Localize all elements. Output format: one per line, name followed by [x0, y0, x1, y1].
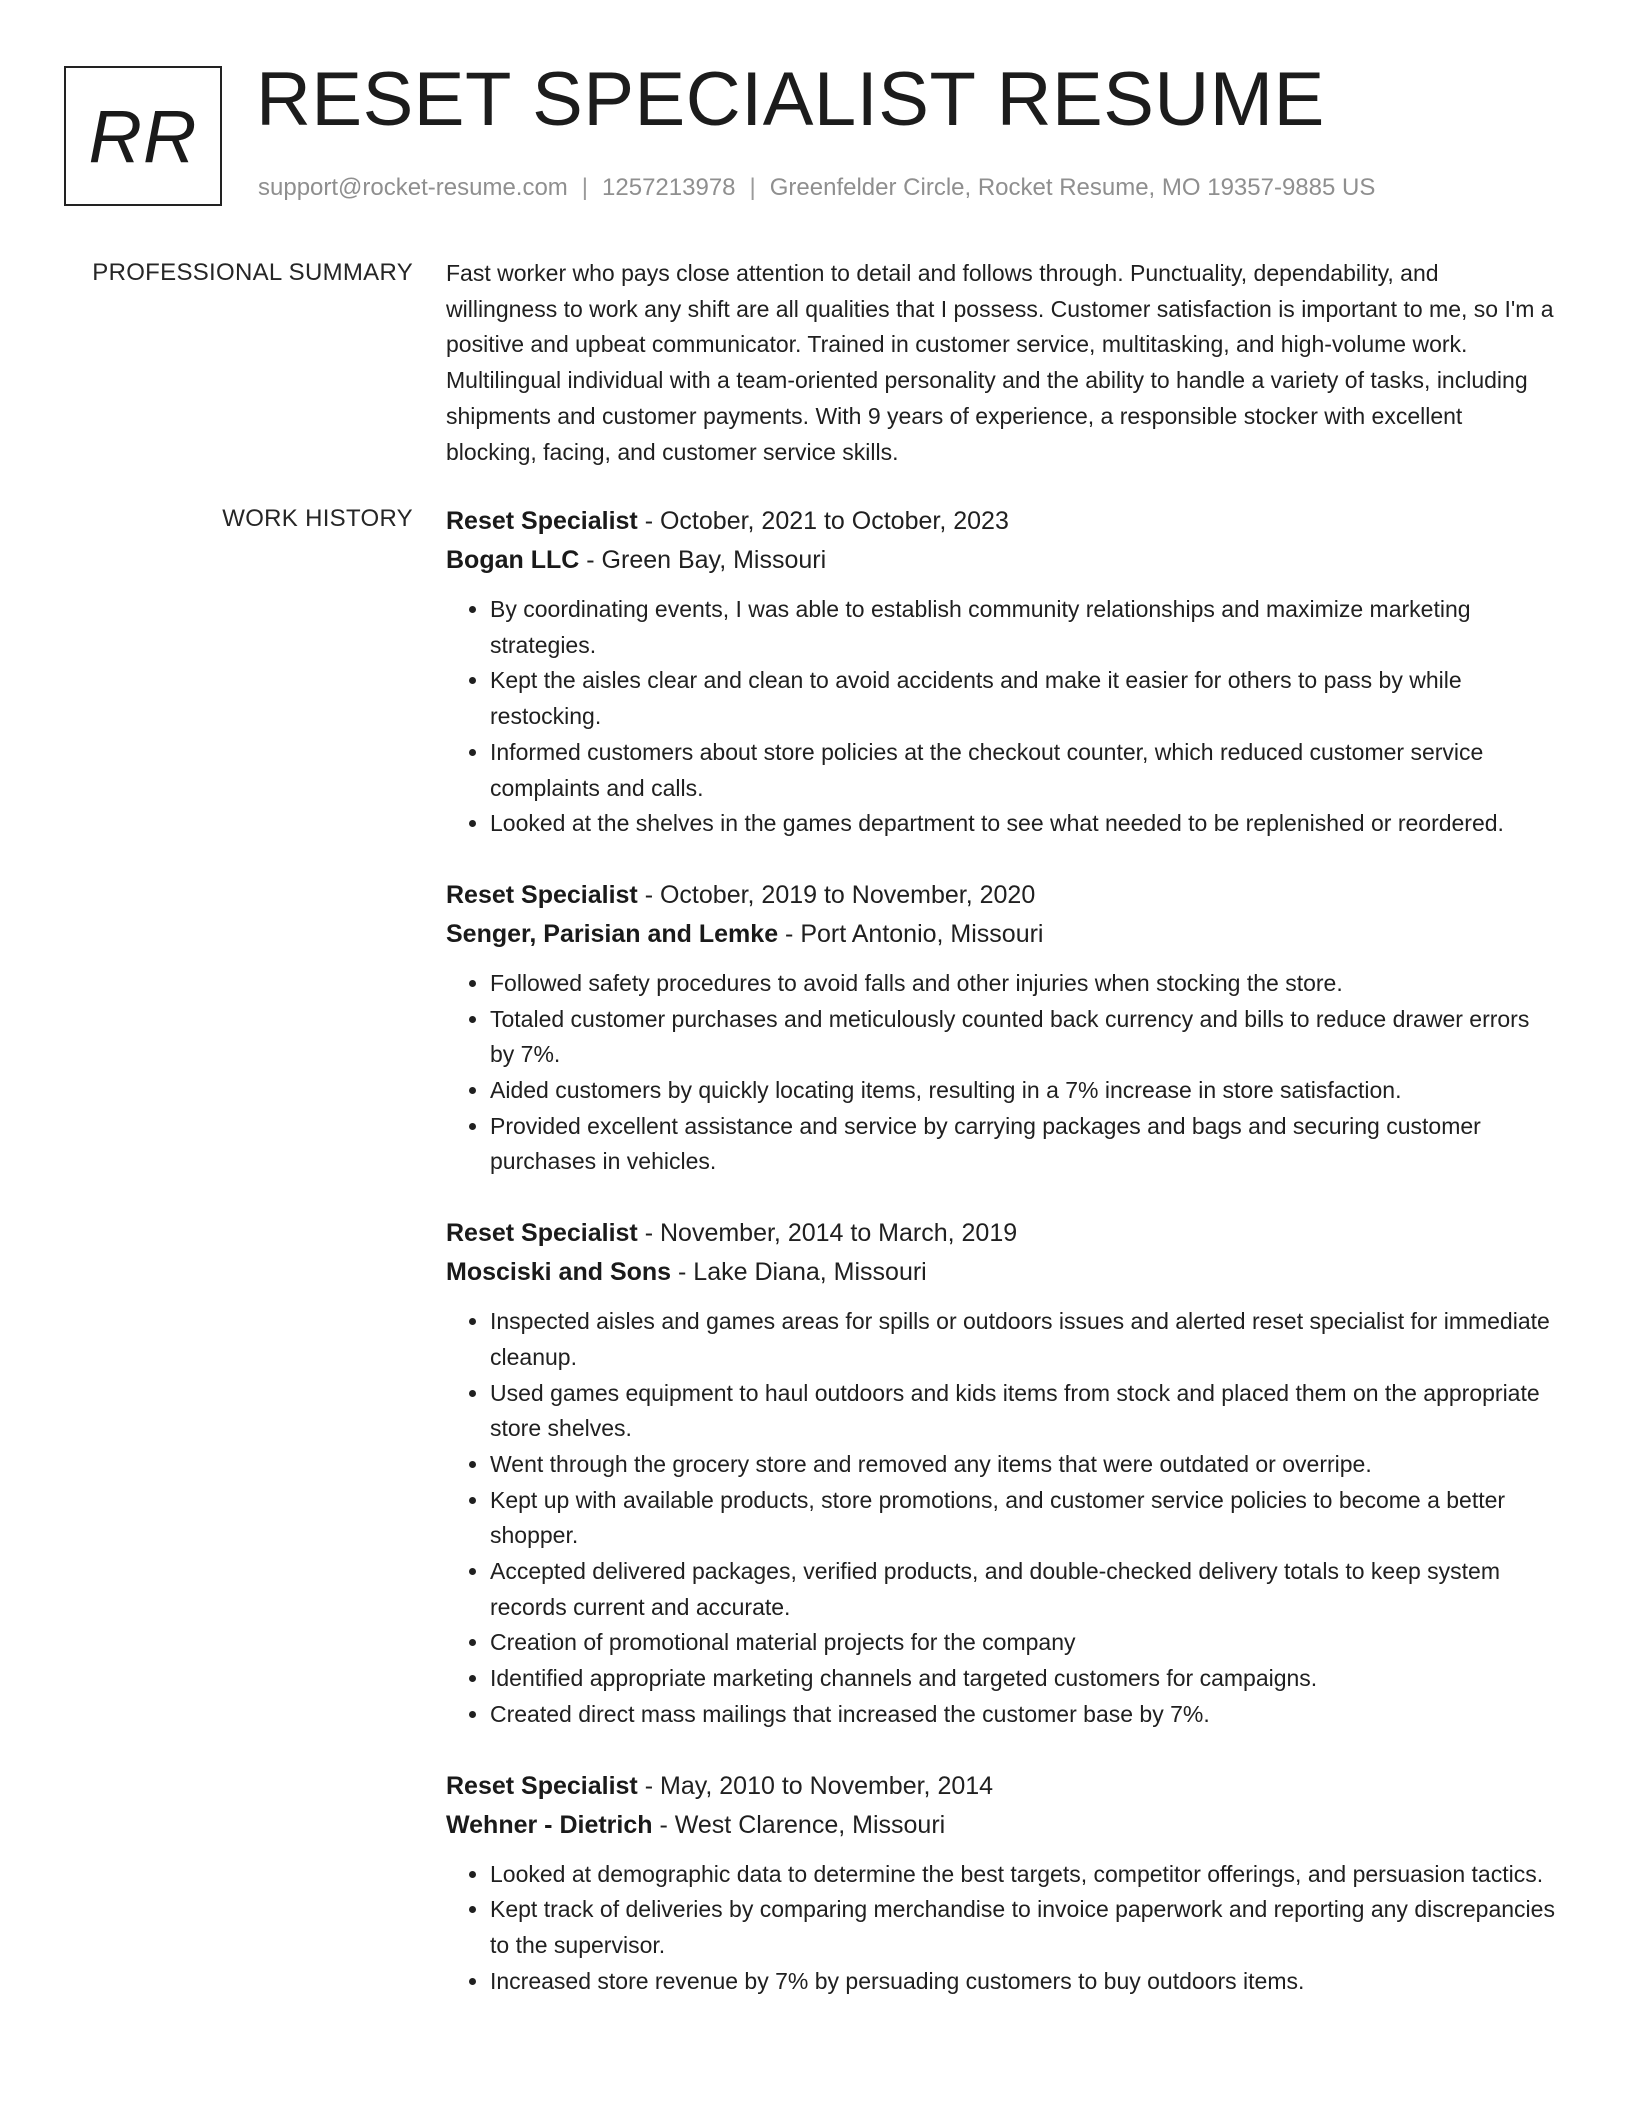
contact-email: support@rocket-resume.com	[258, 174, 568, 201]
job-bullet: • Looked at demographic data to determine the best targets, competitor offerings, and persuasion tactics.	[490, 1857, 1556, 1893]
job-list	[446, 502, 1556, 1999]
job-bullet: • Looked at the shelves in the games department to see what needed to be replenished or reordered.	[490, 806, 1556, 842]
job-bullet-list	[446, 966, 1556, 1180]
job-bullet: • Aided customers by quickly locating items, resulting in a 7% increase in store satisfaction.	[490, 1073, 1556, 1109]
job-entry	[446, 876, 1556, 1180]
job-company-line	[446, 1253, 1556, 1292]
job-bullet: • Went through the grocery store and removed any items that were outdated or overripe.	[490, 1447, 1556, 1483]
job-bullet: • Informed customers about store policies at the checkout counter, which reduced customer service complaints and calls.	[490, 735, 1556, 806]
job-title-line	[446, 1214, 1556, 1253]
job-company: Mosciski and Sons	[446, 1258, 672, 1287]
contact-separator: |	[749, 174, 756, 201]
job-bullet: • Used games equipment to haul outdoors and kids items from stock and placed them on the appropriate store shelves.	[490, 1376, 1556, 1447]
job-entry	[446, 502, 1556, 842]
job-bullet: • Identified appropriate marketing channels and targeted customers for campaigns.	[490, 1661, 1556, 1697]
job-company: Senger, Parisian and Lemke	[446, 919, 779, 948]
summary-text: Fast worker who pays close attention to detail and follows through. Punctuality, dependability, and willingness to work any shift are all qualities that I possess. Customer satisfaction is important to me, so I'm a positive and upbeat communicator. Trained in customer service, multitasking, and high-volume work. Multilingual individual with a team-oriented personality and the ability to handle a variety of tasks, including shipments and customer payments. With 9 years of experience, a responsible stocker with excellent blocking, facing, and customer service skills.	[446, 260, 1554, 465]
job-company-line	[446, 1806, 1556, 1845]
job-company-line	[446, 541, 1556, 580]
job-company: Wehner - Dietrich	[446, 1810, 653, 1839]
job-company-line	[446, 915, 1556, 954]
job-bullet-list	[446, 1857, 1556, 2000]
job-bullet: • Provided excellent assistance and service by carrying packages and bags and securing customer purchases in vehicles.	[490, 1109, 1556, 1180]
job-dates: - October, 2021 to October, 2023	[644, 507, 1009, 535]
job-bullet: • Kept track of deliveries by comparing merchandise to invoice paperwork and reporting any discrepancies to the supervisor.	[490, 1892, 1556, 1963]
job-title: Reset Specialist	[446, 880, 638, 909]
job-dates: - November, 2014 to March, 2019	[644, 1219, 1018, 1248]
contact-address: Greenfelder Circle, Rocket Resume, MO 19357-9885 US	[769, 174, 1376, 201]
job-title: Reset Specialist	[446, 1219, 638, 1248]
job-location: - Green Bay, Missouri	[586, 546, 827, 574]
job-entry	[446, 1767, 1556, 2000]
initials-monogram: RR	[64, 66, 222, 206]
contact-phone: 1257213978	[602, 174, 736, 201]
work-history-section	[446, 502, 1556, 2033]
job-bullet: • Created direct mass mailings that increased the customer base by 7%.	[490, 1697, 1556, 1733]
work-history-section-label: WORK HISTORY	[222, 505, 413, 532]
summary-section-label: PROFESSIONAL SUMMARY	[92, 259, 413, 286]
contact-line	[258, 174, 1375, 202]
job-bullet: • Kept up with available products, store promotions, and customer service policies to become a better shopper.	[490, 1483, 1556, 1554]
job-location: - West Clarence, Missouri	[659, 1810, 946, 1839]
job-dates: - October, 2019 to November, 2020	[644, 880, 1036, 909]
job-title: Reset Specialist	[446, 507, 638, 535]
job-location: - Port Antonio, Missouri	[785, 919, 1044, 948]
job-location: - Lake Diana, Missouri	[678, 1258, 927, 1287]
job-bullet-list	[446, 592, 1556, 842]
job-bullet: • Accepted delivered packages, verified products, and double-checked delivery totals to keep system records current and accurate.	[490, 1554, 1556, 1625]
job-bullet-list	[446, 1304, 1556, 1732]
job-bullet: • Inspected aisles and games areas for spills or outdoors issues and alerted reset specialist for immediate cleanup.	[490, 1304, 1556, 1375]
job-dates: - May, 2010 to November, 2014	[644, 1771, 994, 1800]
job-bullet: • Totaled customer purchases and meticulously counted back currency and bills to reduce drawer errors by 7%.	[490, 1002, 1556, 1073]
page-title: RESET SPECIALIST RESUME	[256, 57, 1325, 142]
job-company: Bogan LLC	[446, 546, 580, 574]
job-entry	[446, 1214, 1556, 1732]
job-title: Reset Specialist	[446, 1771, 638, 1800]
job-bullet: • By coordinating events, I was able to establish community relationships and maximize marketing strategies.	[490, 592, 1556, 663]
job-title-line	[446, 502, 1556, 541]
summary-section	[446, 256, 1556, 470]
job-title-line	[446, 1767, 1556, 1806]
job-title-line	[446, 876, 1556, 915]
job-bullet: • Followed safety procedures to avoid falls and other injuries when stocking the store.	[490, 966, 1556, 1002]
job-bullet: • Kept the aisles clear and clean to avoid accidents and make it easier for others to pass by while restocking.	[490, 663, 1556, 734]
job-bullet: • Increased store revenue by 7% by persuading customers to buy outdoors items.	[490, 1964, 1556, 2000]
contact-separator: |	[581, 174, 589, 201]
job-bullet: • Creation of promotional material projects for the company	[490, 1625, 1556, 1661]
